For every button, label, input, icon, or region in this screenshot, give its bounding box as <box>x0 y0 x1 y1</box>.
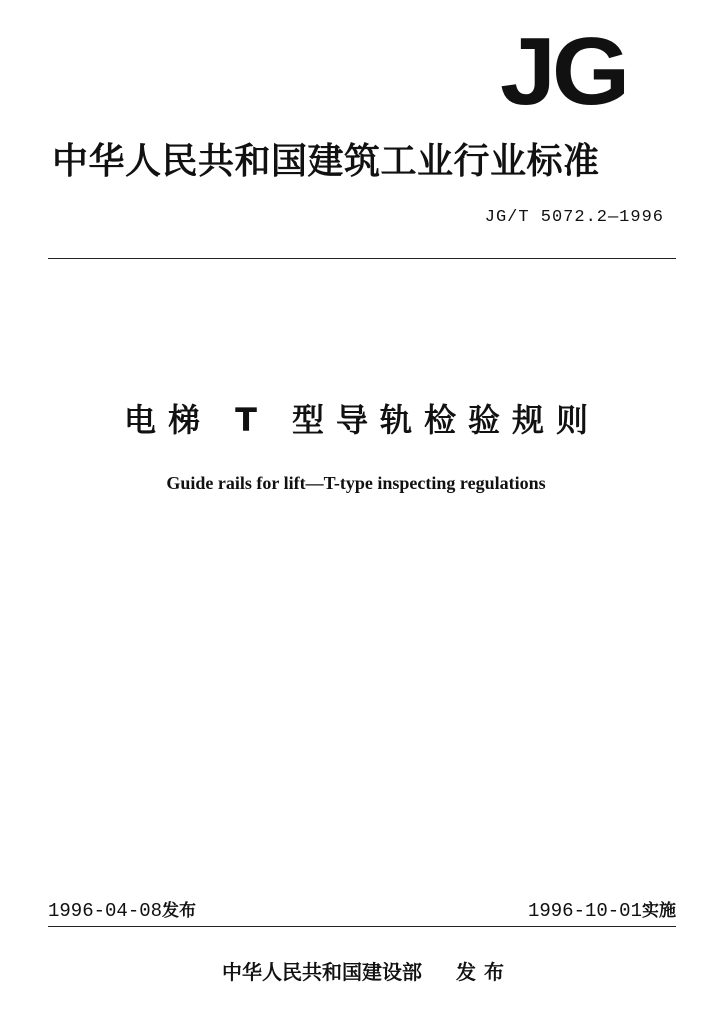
footer-divider <box>48 926 676 927</box>
document-title-chinese: 电梯 T 型导轨检验规则 <box>123 401 601 439</box>
jg-logo: JG <box>500 18 627 125</box>
standard-code: JG/T 5072.2—1996 <box>484 208 664 227</box>
header-divider <box>48 258 676 259</box>
implement-label: 实施 <box>642 901 676 921</box>
issue-date-line <box>48 898 196 924</box>
publisher-name: 中华人民共和国建设部 <box>222 960 422 984</box>
issue-date: 1996-04-08 <box>48 900 163 922</box>
implement-date-line <box>528 898 676 924</box>
document-title-english: Guide rails for lift—T-type inspecting regulations <box>166 473 546 493</box>
publish-label: 发布 <box>456 960 512 984</box>
issue-label: 发布 <box>162 901 197 921</box>
implement-date: 1996-10-01 <box>527 900 642 922</box>
organization-title: 中华人民共和国建筑工业行业标准 <box>52 141 600 182</box>
